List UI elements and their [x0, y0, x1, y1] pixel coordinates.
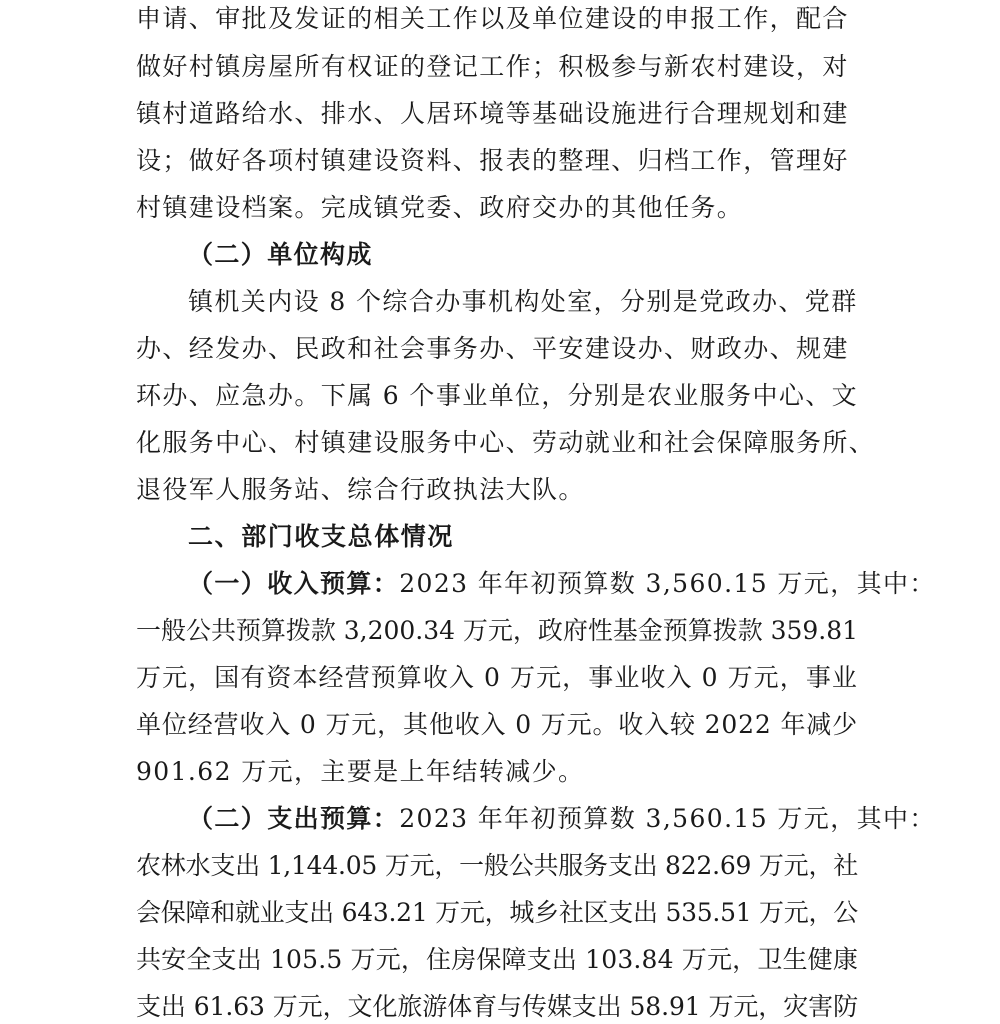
paragraph-line: 镇村道路给水、排水、人居环境等基础设施进行合理规划和建: [136, 99, 849, 128]
paragraph-line: 共安全支出 105.5 万元，住房保障支出 103.84 万元，卫生健康: [136, 945, 858, 974]
paragraph-line: 办、经发办、民政和社会事务办、平安建设办、财政办、规建: [136, 334, 849, 363]
paragraph-line-row: [188, 802, 936, 836]
paragraph-line: 农林水支出 1,144.05 万元，一般公共服务支出 822.69 万元，社: [136, 851, 858, 880]
paragraph-line: 设；做好各项村镇建设资料、报表的整理、归档工作，管理好: [136, 146, 849, 175]
income-budget-label: （一）收入预算：: [188, 569, 400, 598]
paragraph-line: 单位经营收入 0 万元，其他收入 0 万元。收入较 2022 年减少: [136, 710, 858, 739]
paragraph-line: 化服务中心、村镇建设服务中心、劳动就业和社会保障服务所、: [136, 428, 876, 457]
paragraph-line: 901.62 万元，主要是上年结转减少。: [136, 757, 585, 786]
section-subheading: （二）单位构成: [188, 240, 373, 269]
paragraph-line-row: [188, 567, 936, 601]
paragraph-line: 做好村镇房屋所有权证的登记工作；积极参与新农村建设，对: [136, 52, 849, 81]
paragraph-line: 申请、审批及发证的相关工作以及单位建设的申报工作，配合: [136, 4, 849, 33]
paragraph-line: 一般公共预算拨款 3,200.34 万元，政府性基金预算拨款 359.81: [136, 616, 858, 645]
paragraph-line: 环办、应急办。下属 6 个事业单位，分别是农业服务中心、文: [136, 381, 858, 410]
paragraph-line: 支出 61.63 万元，文化旅游体育与传媒支出 58.91 万元，灾害防: [136, 992, 858, 1021]
paragraph-line: 万元，国有资本经营预算收入 0 万元，事业收入 0 万元，事业: [136, 663, 858, 692]
paragraph-line: 镇机关内设 8 个综合办事机构处室，分别是党政办、党群: [188, 287, 858, 316]
paragraph-line: 村镇建设档案。完成镇党委、政府交办的其他任务。: [136, 193, 744, 222]
paragraph-line: 退役军人服务站、综合行政执法大队。: [136, 475, 585, 504]
expenditure-budget-label: （二）支出预算：: [188, 804, 400, 833]
paragraph-line: 会保障和就业支出 643.21 万元，城乡社区支出 535.51 万元，公: [136, 898, 858, 927]
section-heading: 二、部门收支总体情况: [188, 522, 455, 551]
expenditure-budget-text: 2023 年年初预算数 3,560.15 万元，其中：: [399, 804, 936, 833]
income-budget-text: 2023 年年初预算数 3,560.15 万元，其中：: [399, 569, 936, 598]
